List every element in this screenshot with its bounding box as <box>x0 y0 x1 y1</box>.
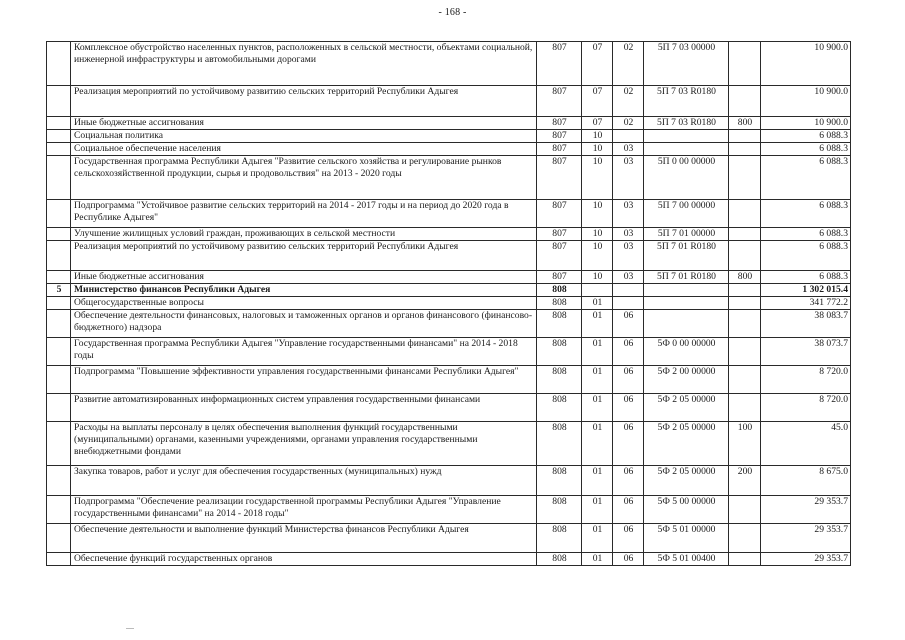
target-article-cell: 5Ф 0 00 00000 <box>644 338 729 366</box>
amount-cell: 10 900.0 <box>761 86 851 117</box>
target-article-cell: 5П 7 03 R0180 <box>644 117 729 130</box>
table-row <box>47 241 851 271</box>
item-name-cell: Развитие автоматизированных информационных систем управления государственными финансами <box>71 394 537 422</box>
section-code-cell: 01 <box>582 496 613 524</box>
budget-table-body <box>47 42 851 566</box>
item-name-cell: Закупка товаров, работ и услуг для обеспечения государственных (муниципальных) нужд <box>71 466 537 496</box>
expense-type-cell: 200 <box>729 466 761 496</box>
table-row <box>47 284 851 297</box>
row-number-cell: 5 <box>47 284 71 297</box>
amount-cell: 6 088.3 <box>761 228 851 241</box>
expense-type-cell <box>729 200 761 228</box>
table-row <box>47 366 851 394</box>
row-number-cell <box>47 310 71 338</box>
ministry-code-cell: 807 <box>537 117 582 130</box>
subsection-code-cell: 03 <box>613 143 644 156</box>
subsection-code-cell <box>613 297 644 310</box>
target-article-cell: 5Ф 5 00 00000 <box>644 496 729 524</box>
ministry-code-cell: 808 <box>537 524 582 553</box>
subsection-code-cell: 02 <box>613 42 644 86</box>
section-code-cell: 10 <box>582 241 613 271</box>
expense-type-cell <box>729 42 761 86</box>
row-number-cell <box>47 271 71 284</box>
expense-type-cell <box>729 241 761 271</box>
table-row <box>47 524 851 553</box>
amount-cell: 38 083.7 <box>761 310 851 338</box>
expense-type-cell <box>729 310 761 338</box>
target-article-cell: 5Ф 2 05 00000 <box>644 422 729 466</box>
row-number-cell <box>47 143 71 156</box>
target-article-cell: 5П 7 00 00000 <box>644 200 729 228</box>
section-code-cell: 10 <box>582 228 613 241</box>
item-name-cell: Иные бюджетные ассигнования <box>71 271 537 284</box>
row-number-cell <box>47 338 71 366</box>
table-row <box>47 297 851 310</box>
subsection-code-cell: 06 <box>613 524 644 553</box>
item-name-cell: Комплексное обустройство населенных пунктов, расположенных в сельской местности, объектами социальной, инженерной инфраструктуры и автомобильными дорогами <box>71 42 537 86</box>
table-row <box>47 130 851 143</box>
table-row <box>47 228 851 241</box>
table-row <box>47 271 851 284</box>
section-code-cell: 01 <box>582 466 613 496</box>
section-code-cell: 01 <box>582 524 613 553</box>
item-name-cell: Социальное обеспечение населения <box>71 143 537 156</box>
section-code-cell: 07 <box>582 86 613 117</box>
amount-cell: 29 353.7 <box>761 553 851 566</box>
target-article-cell: 5П 7 01 00000 <box>644 228 729 241</box>
ministry-code-cell: 807 <box>537 42 582 86</box>
expense-type-cell <box>729 297 761 310</box>
amount-cell: 6 088.3 <box>761 241 851 271</box>
table-row <box>47 422 851 466</box>
section-code-cell: 01 <box>582 297 613 310</box>
ministry-code-cell: 808 <box>537 553 582 566</box>
ministry-code-cell: 808 <box>537 394 582 422</box>
expense-type-cell <box>729 143 761 156</box>
ministry-code-cell: 808 <box>537 422 582 466</box>
section-code-cell: 01 <box>582 394 613 422</box>
row-number-cell <box>47 241 71 271</box>
subsection-code-cell <box>613 284 644 297</box>
subsection-code-cell: 06 <box>613 366 644 394</box>
expense-type-cell <box>729 394 761 422</box>
subsection-code-cell: 02 <box>613 117 644 130</box>
subsection-code-cell: 03 <box>613 200 644 228</box>
row-number-cell <box>47 366 71 394</box>
row-number-cell <box>47 466 71 496</box>
ministry-code-cell: 807 <box>537 200 582 228</box>
expense-type-cell <box>729 130 761 143</box>
section-code-cell: 10 <box>582 200 613 228</box>
subsection-code-cell: 06 <box>613 310 644 338</box>
item-name-cell: Улучшение жилищных условий граждан, проживающих в сельской местности <box>71 228 537 241</box>
amount-cell: 6 088.3 <box>761 200 851 228</box>
target-article-cell <box>644 143 729 156</box>
section-code-cell: 07 <box>582 117 613 130</box>
row-number-cell <box>47 297 71 310</box>
item-name-cell: Подпрограмма "Обеспечение реализации государственной программы Республики Адыгея "Управление государственными финансами" на 2014 - 2018 годы" <box>71 496 537 524</box>
subsection-code-cell: 03 <box>613 228 644 241</box>
expense-type-cell <box>729 156 761 200</box>
item-name-cell: Подпрограмма "Повышение эффективности управления государственными финансами Республики Адыгея" <box>71 366 537 394</box>
subsection-code-cell: 06 <box>613 466 644 496</box>
item-name-cell: Реализация мероприятий по устойчивому развитию сельских территорий Республики Адыгея <box>71 86 537 117</box>
amount-cell: 45.0 <box>761 422 851 466</box>
ministry-code-cell: 808 <box>537 310 582 338</box>
amount-cell: 6 088.3 <box>761 156 851 200</box>
target-article-cell: 5Ф 2 05 00000 <box>644 394 729 422</box>
row-number-cell <box>47 86 71 117</box>
expense-type-cell <box>729 228 761 241</box>
section-code-cell: 10 <box>582 271 613 284</box>
ministry-code-cell: 808 <box>537 466 582 496</box>
item-name-cell: Социальная политика <box>71 130 537 143</box>
section-code-cell: 01 <box>582 366 613 394</box>
row-number-cell <box>47 228 71 241</box>
ministry-code-cell: 807 <box>537 228 582 241</box>
item-name-cell: Обеспечение деятельности финансовых, налоговых и таможенных органов и органов финансового (финансово-бюджетного) надзора <box>71 310 537 338</box>
amount-cell: 8 720.0 <box>761 366 851 394</box>
table-row <box>47 200 851 228</box>
target-article-cell <box>644 130 729 143</box>
item-name-cell: Реализация мероприятий по устойчивому развитию сельских территорий Республики Адыгея <box>71 241 537 271</box>
target-article-cell: 5П 7 01 R0180 <box>644 271 729 284</box>
target-article-cell: 5Ф 2 05 00000 <box>644 466 729 496</box>
table-row <box>47 466 851 496</box>
target-article-cell: 5П 7 03 00000 <box>644 42 729 86</box>
expense-type-cell <box>729 496 761 524</box>
table-row <box>47 310 851 338</box>
section-code-cell: 07 <box>582 42 613 86</box>
table-row <box>47 338 851 366</box>
target-article-cell: 5Ф 5 01 00000 <box>644 524 729 553</box>
ministry-code-cell: 808 <box>537 284 582 297</box>
amount-cell: 1 302 015.4 <box>761 284 851 297</box>
ministry-code-cell: 807 <box>537 130 582 143</box>
amount-cell: 6 088.3 <box>761 143 851 156</box>
table-row <box>47 394 851 422</box>
item-name-cell: Подпрограмма "Устойчивое развитие сельских территорий на 2014 - 2017 годы и на период до 2020 года в Республике Адыгея" <box>71 200 537 228</box>
ministry-code-cell: 808 <box>537 297 582 310</box>
amount-cell: 8 720.0 <box>761 394 851 422</box>
amount-cell: 6 088.3 <box>761 130 851 143</box>
ministry-code-cell: 808 <box>537 496 582 524</box>
subsection-code-cell: 06 <box>613 553 644 566</box>
row-number-cell <box>47 553 71 566</box>
subsection-code-cell <box>613 130 644 143</box>
subsection-code-cell: 03 <box>613 271 644 284</box>
expense-type-cell <box>729 553 761 566</box>
target-article-cell <box>644 297 729 310</box>
target-article-cell: 5П 0 00 00000 <box>644 156 729 200</box>
ministry-code-cell: 808 <box>537 366 582 394</box>
section-code-cell: 01 <box>582 422 613 466</box>
item-name-cell: Обеспечение функций государственных органов <box>71 553 537 566</box>
amount-cell: 10 900.0 <box>761 117 851 130</box>
subsection-code-cell: 06 <box>613 394 644 422</box>
target-article-cell <box>644 284 729 297</box>
section-code-cell: 10 <box>582 130 613 143</box>
scan-artifact <box>126 628 134 629</box>
section-code-cell: 10 <box>582 143 613 156</box>
ministry-code-cell: 807 <box>537 271 582 284</box>
subsection-code-cell: 03 <box>613 156 644 200</box>
amount-cell: 29 353.7 <box>761 496 851 524</box>
item-name-cell: Обеспечение деятельности и выполнение функций Министерства финансов Республики Адыгея <box>71 524 537 553</box>
item-name-cell: Иные бюджетные ассигнования <box>71 117 537 130</box>
section-code-cell: 10 <box>582 156 613 200</box>
row-number-cell <box>47 422 71 466</box>
expense-type-cell <box>729 338 761 366</box>
target-article-cell: 5Ф 2 00 00000 <box>644 366 729 394</box>
expense-type-cell: 100 <box>729 422 761 466</box>
ministry-code-cell: 807 <box>537 86 582 117</box>
expense-type-cell <box>729 366 761 394</box>
amount-cell: 10 900.0 <box>761 42 851 86</box>
row-number-cell <box>47 42 71 86</box>
section-code-cell: 01 <box>582 338 613 366</box>
table-row <box>47 42 851 86</box>
row-number-cell <box>47 524 71 553</box>
section-code-cell <box>582 284 613 297</box>
amount-cell: 6 088.3 <box>761 271 851 284</box>
subsection-code-cell: 06 <box>613 496 644 524</box>
amount-cell: 29 353.7 <box>761 524 851 553</box>
subsection-code-cell: 03 <box>613 241 644 271</box>
item-name-cell: Государственная программа Республики Адыгея "Управление государственными финансами" на 2014 - 2018 годы <box>71 338 537 366</box>
ministry-code-cell: 807 <box>537 143 582 156</box>
target-article-cell: 5П 7 03 R0180 <box>644 86 729 117</box>
amount-cell: 38 073.7 <box>761 338 851 366</box>
expense-type-cell <box>729 524 761 553</box>
amount-cell: 8 675.0 <box>761 466 851 496</box>
table-row <box>47 156 851 200</box>
ministry-code-cell: 808 <box>537 338 582 366</box>
page-number: - 168 - <box>438 7 467 18</box>
expense-type-cell <box>729 284 761 297</box>
section-code-cell: 01 <box>582 310 613 338</box>
target-article-cell: 5Ф 5 01 00400 <box>644 553 729 566</box>
row-number-cell <box>47 394 71 422</box>
item-name-cell: Министерство финансов Республики Адыгея <box>71 284 537 297</box>
ministry-code-cell: 807 <box>537 156 582 200</box>
row-number-cell <box>47 156 71 200</box>
target-article-cell: 5П 7 01 R0180 <box>644 241 729 271</box>
table-row <box>47 143 851 156</box>
ministry-code-cell: 807 <box>537 241 582 271</box>
expense-type-cell: 800 <box>729 271 761 284</box>
budget-table <box>46 41 851 566</box>
expense-type-cell <box>729 86 761 117</box>
expense-type-cell: 800 <box>729 117 761 130</box>
item-name-cell: Государственная программа Республики Адыгея "Развитие сельского хозяйства и регулирование рынков сельскохозяйственной продукции, сырья и продовольствия" на 2013 - 2020 годы <box>71 156 537 200</box>
row-number-cell <box>47 496 71 524</box>
table-row <box>47 553 851 566</box>
table-row <box>47 86 851 117</box>
table-row <box>47 117 851 130</box>
target-article-cell <box>644 310 729 338</box>
row-number-cell <box>47 130 71 143</box>
subsection-code-cell: 02 <box>613 86 644 117</box>
row-number-cell <box>47 117 71 130</box>
row-number-cell <box>47 200 71 228</box>
table-row <box>47 496 851 524</box>
item-name-cell: Общегосударственные вопросы <box>71 297 537 310</box>
subsection-code-cell: 06 <box>613 422 644 466</box>
subsection-code-cell: 06 <box>613 338 644 366</box>
section-code-cell: 01 <box>582 553 613 566</box>
amount-cell: 341 772.2 <box>761 297 851 310</box>
item-name-cell: Расходы на выплаты персоналу в целях обеспечения выполнения функций государственными (муниципальными) органами, казенными учреждениями, органами управления государственными внебюджетными фондами <box>71 422 537 466</box>
